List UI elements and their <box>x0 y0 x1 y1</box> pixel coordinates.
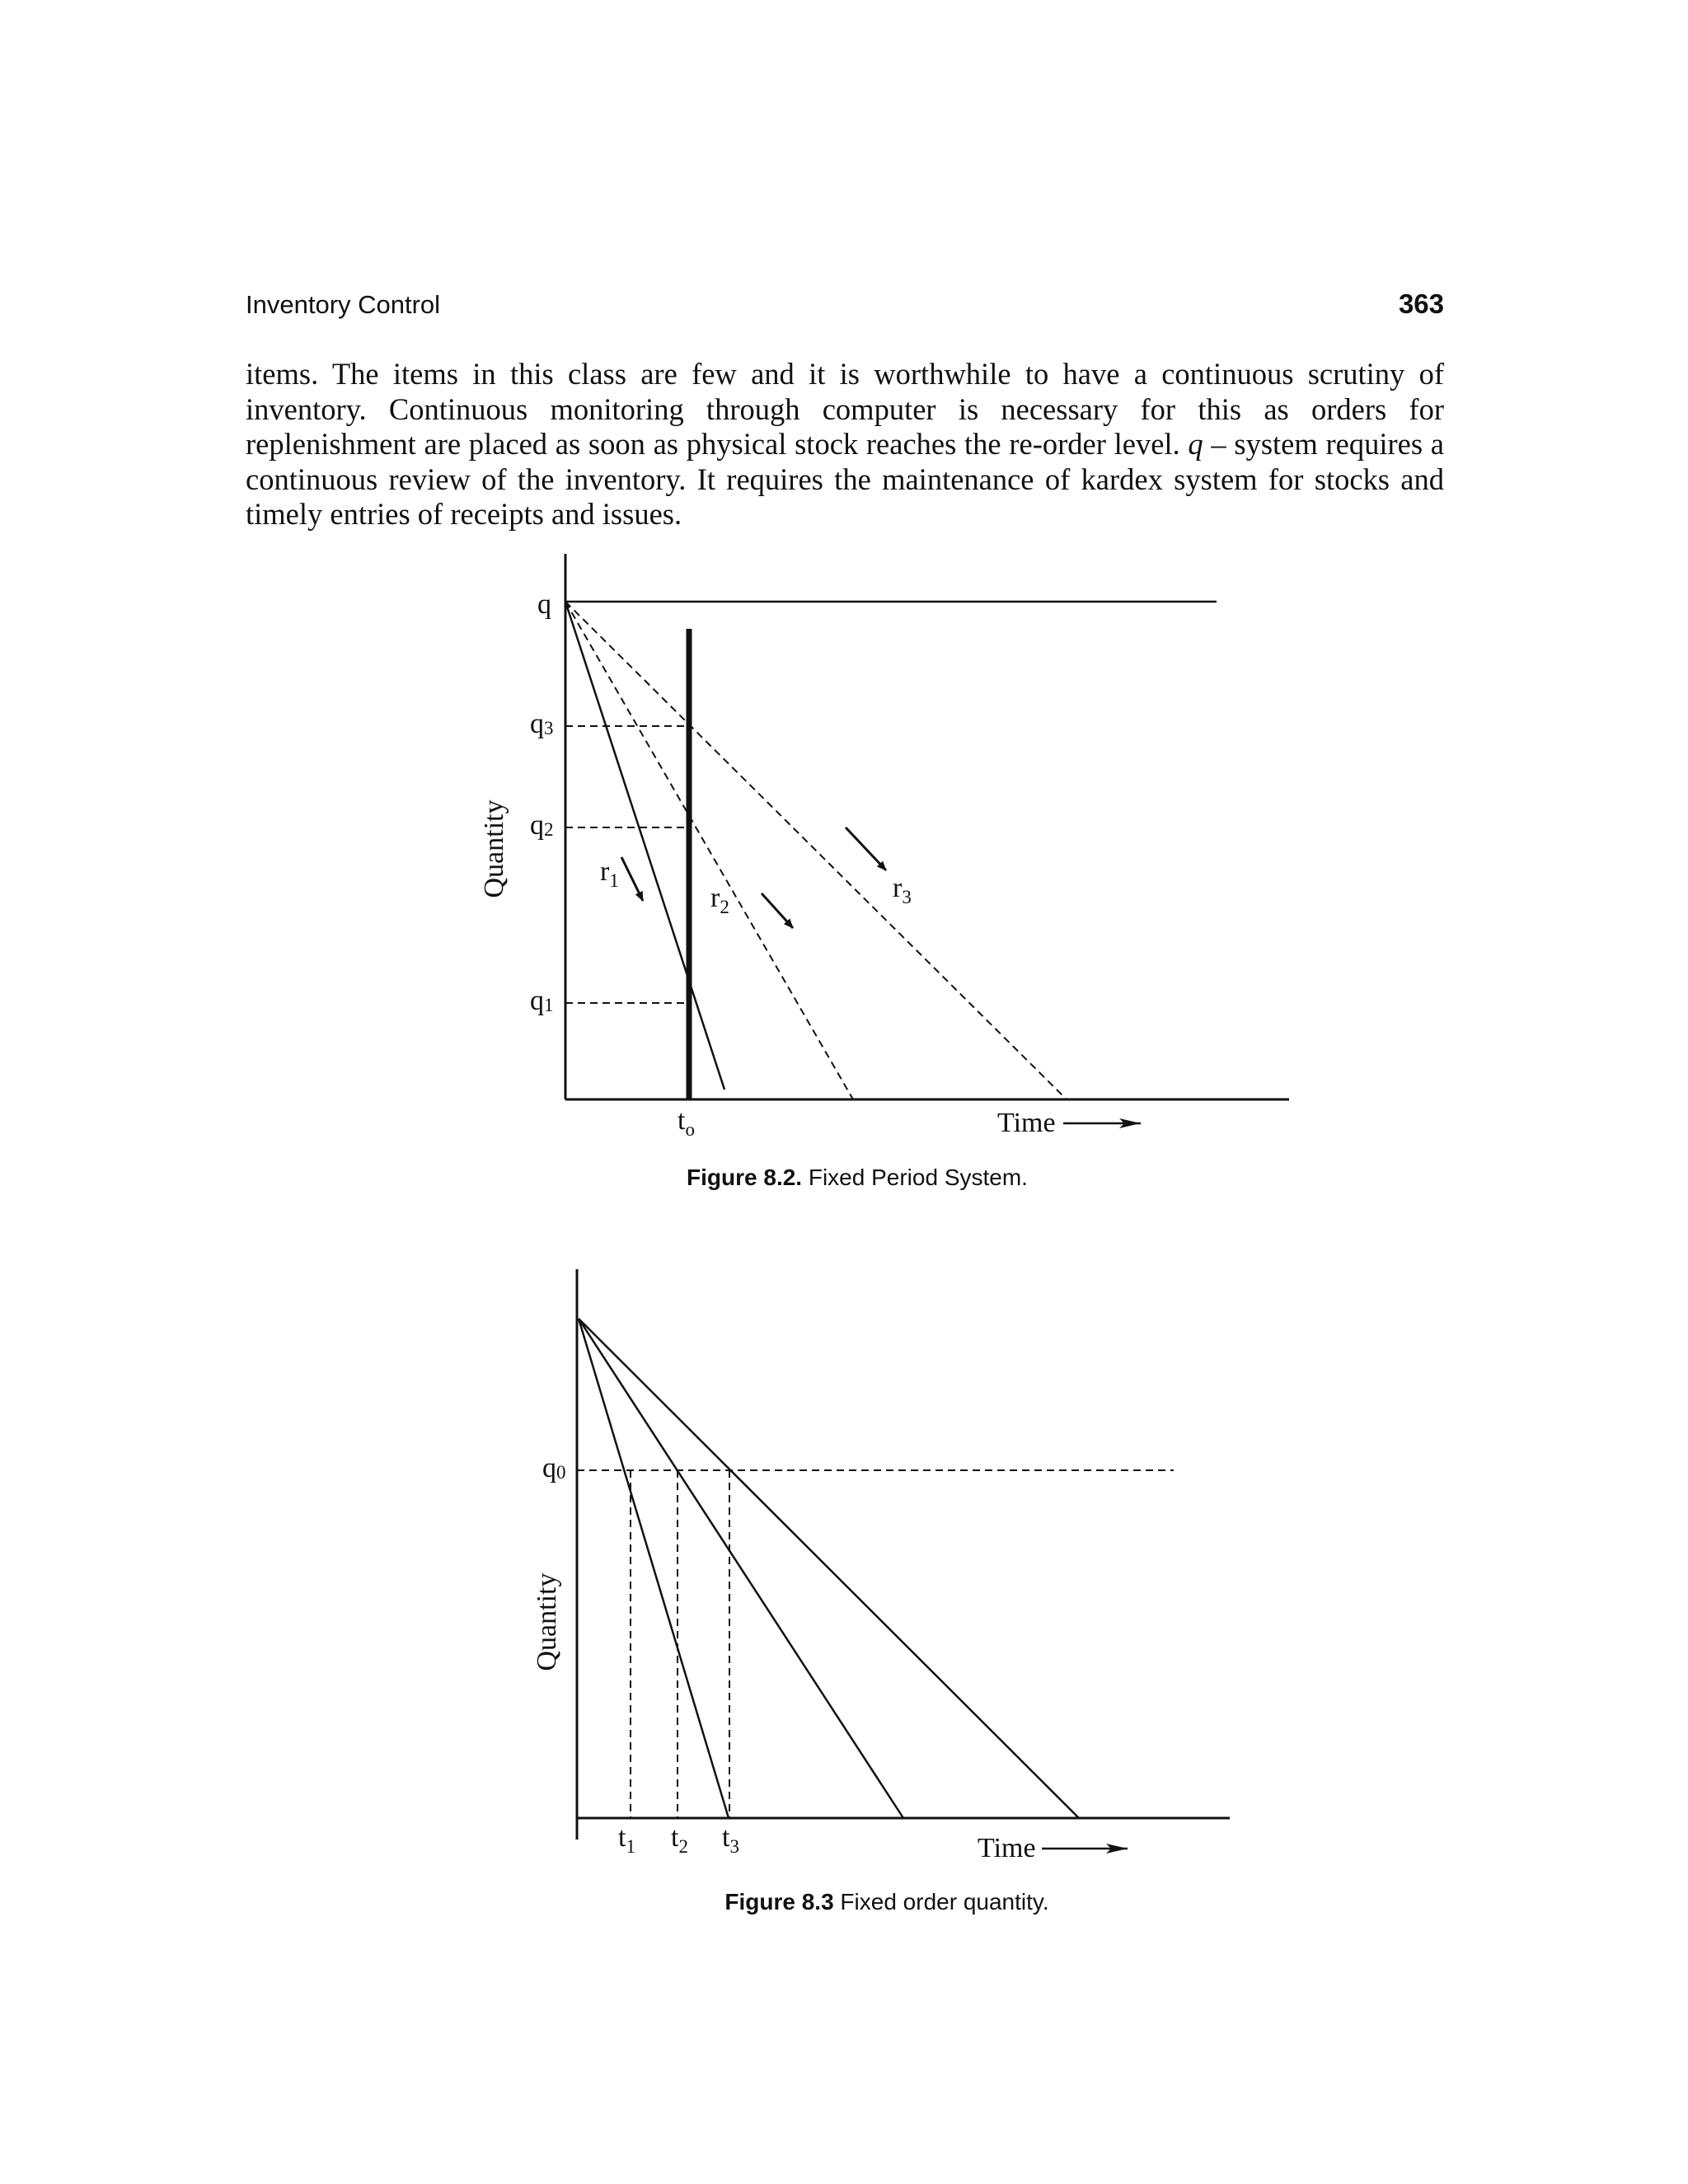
label-t1: $t_1$ <box>618 1822 635 1857</box>
y-axis-label: Quantity <box>479 799 509 898</box>
r3-arrow <box>846 827 886 870</box>
label-t3: $t_3$ <box>722 1822 739 1857</box>
figure-8-3 <box>0 1236 1688 1937</box>
r2-arrow <box>762 893 793 928</box>
label-q1: q1 <box>530 986 554 1016</box>
running-title: Inventory Control <box>246 290 441 319</box>
paragraph-text-2: – system requires a continuous review of the inventory. It requires the maintenance of kardex system for stocks and timely entries of receipts and issues. <box>246 427 1444 531</box>
paragraph-text-1: items. The items in this class are few and it is worthwhile to have a continuous scrutiny of inventory. Continuous monitoring through computer is necessary for this as orders for replenishment are placed as soon as physical stock reaches the re-order level. <box>246 357 1444 461</box>
figure-8-2-caption: Figure 8.2. Fixed Period System. <box>687 1165 1028 1190</box>
label-r1: $r_1$ <box>600 856 619 891</box>
page-number: 363 <box>1398 288 1444 319</box>
label-t0: $t_o$ <box>678 1105 695 1140</box>
figure-8-3-caption: Figure 8.3 Fixed order quantity. <box>724 1889 1049 1915</box>
label-t2: $t_2$ <box>671 1822 688 1857</box>
label-q: q <box>537 589 551 620</box>
x-axis-label: Time <box>997 1108 1056 1138</box>
rate-r2-line <box>565 602 853 1099</box>
rate-r3-line <box>565 602 1067 1099</box>
y-axis-label: Quantity <box>532 1572 562 1671</box>
label-q0: q0 <box>542 1453 566 1483</box>
label-q3: q3 <box>530 709 554 739</box>
figure-8-2 <box>0 536 1688 1195</box>
paragraph-emphasis: q <box>1188 427 1203 461</box>
x-axis-label: Time <box>978 1833 1036 1863</box>
consumption-line-2 <box>579 1319 903 1818</box>
rate-r1-line <box>565 602 724 1090</box>
label-q2: q2 <box>530 810 554 841</box>
label-r3: $r_3$ <box>893 873 912 907</box>
body-paragraph <box>246 357 1444 532</box>
r1-arrow <box>621 857 643 901</box>
label-r2: $r_2$ <box>710 883 729 917</box>
